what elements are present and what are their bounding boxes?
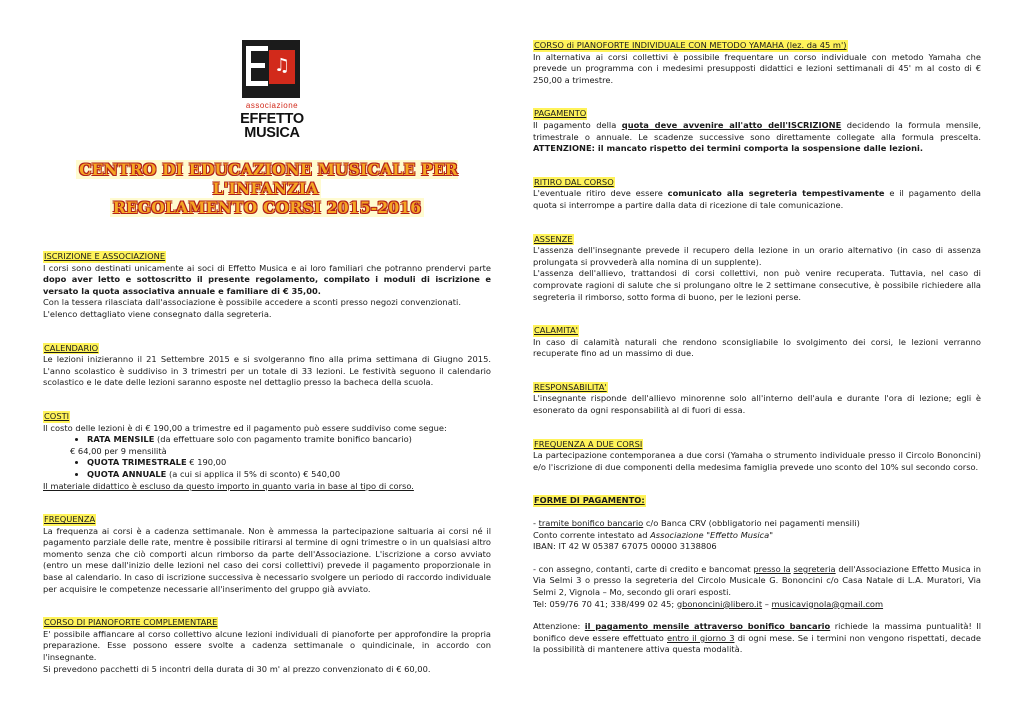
logo-mark <box>242 40 300 98</box>
logo-subtitle: associazione <box>245 101 299 110</box>
section-text: La frequenza ai corsi è a cadenza settimanale. Non è ammessa la partecipazione saltuaria ai corsi né il pagamento parziale delle rate, mentre è possibile ritirarsi al termine di ogni trimestre o in un qualsiasi altro momento senza che ciò comporti alcun rimborso da parte dell'Associazione. L'iscrizione a corso avviato (entro un mese dall'inizio delle lezioni nel caso dei corsi collettivi) prevede il pagamento proporzionale in base al calendario. In caso di iscrizione successiva è necessario svolgere un periodo di raccordo individuale per acquisire le competenze necessarie all'inserimento del gruppo già avviato. <box>43 525 491 594</box>
payment-options-list <box>43 434 491 446</box>
section-heading: FREQUENZA A DUE CORSI <box>534 438 643 449</box>
logo-line1: EFFETTO <box>240 110 304 127</box>
document-title <box>43 160 491 217</box>
section-ritiro <box>533 177 981 212</box>
payment-options-list <box>43 457 491 480</box>
section-costi <box>43 411 491 492</box>
list-item: • QUOTA ANNUALE (a cui si applica il 5% di sconto) € 540,00 <box>87 469 491 481</box>
section-heading: ASSENZE <box>534 233 573 244</box>
section-calamita <box>533 325 981 360</box>
section-text: E' possibile affiancare al corso collettivo alcune lezioni individuali di pianoforte per approfondire la propria preparazione. Esse possono essere svolte a cadenza settimanale o quindicinale, in accordo con l'insegnante. <box>43 628 491 663</box>
title-line2: REGOLAMENTO CORSI 2015-2016 <box>110 198 425 217</box>
section-individuale <box>533 40 981 86</box>
section-text: Il costo delle lezioni è di € 190,00 a trimestre ed il pagamento può essere suddiviso come segue: <box>43 422 447 433</box>
email-link-bononcini[interactable]: gbononcini@libero.it <box>676 598 763 609</box>
section-text: Le lezioni inizieranno il 21 Settembre 2015 e si svolgeranno fino alla prima settimana di Giugno 2015. L'anno scolastico è suddiviso in 3 trimestri per un totale di 33 lezioni. Le festività seguono il calendario scolastico e le date delle lezioni saranno esposte nel dettaglio presso la bacheca della scuola. <box>43 354 491 388</box>
left-column <box>43 40 491 675</box>
section-text: - tramite bonifico bancario c/o Banca CRV (obbligatorio nei pagamenti mensili) <box>533 518 860 529</box>
section-responsabilita <box>533 382 981 417</box>
section-heading: FORME DI PAGAMENTO: <box>534 495 645 506</box>
logo-line2: MUSICA <box>244 124 300 141</box>
section-text: Conto corrente intestato ad Associazione "Effetto Musica" <box>533 529 774 540</box>
section-text: Attenzione: il pagamento mensile attraverso bonifico bancario richiede la massima puntualità! Il bonifico deve essere effettuato entro il giorno 3 di ogni mese. Se i termini non vengono rispettati, decade la possibilità di mantenere attiva questa modalità. <box>533 621 981 655</box>
section-text: € 64,00 per 9 mensilità <box>70 445 167 456</box>
section-forme-pagamento <box>533 495 981 656</box>
section-heading: RESPONSABILITA' <box>534 381 607 392</box>
section-heading: RITIRO DAL CORSO <box>534 176 614 187</box>
section-text: Si prevedono pacchetti di 5 incontri della durata di 30 m' al prezzo convenzionato di € 60,00. <box>43 663 431 674</box>
title-line1: CENTRO DI EDUCAZIONE MUSICALE PER L'INFANZIA <box>76 160 458 198</box>
section-pagamento <box>533 108 981 154</box>
list-item: • QUOTA TRIMESTRALE € 190,00 <box>87 457 491 469</box>
section-text: Tel: 059/76 70 41; 338/499 02 45; gbononcini@libero.it – musicavignola@gmail.com <box>533 598 884 609</box>
right-column <box>533 40 981 656</box>
section-text: L'assenza dell'insegnante prevede il recupero della lezione in un orario alternativo (in caso di assenza prolungata si provvederà alla nomina di un supplente). <box>533 245 981 267</box>
section-complementare <box>43 617 491 675</box>
section-text: L'assenza dell'allievo, trattandosi di corsi collettivi, non può venire recuperata. Tuttavia, nel caso di comprovate ragioni di salute che si prolungano oltre le 2 settimane consecutive, è possibile richiedere alla segreteria il rimborso, sotto forma di buono, per le lezioni perse. <box>533 268 981 302</box>
section-assenze <box>533 234 981 304</box>
section-heading: CORSO di PIANOFORTE INDIVIDUALE CON METODO YAMAHA (lez. da 45 m') <box>534 40 847 50</box>
section-text: L'insegnante risponde dell'allievo minorenne solo all'interno dell'aula e durante l'ora di lezione; egli è esonerato da ogni responsabilità al di fuori di essa. <box>533 393 981 416</box>
email-link-musicavignola[interactable]: musicavignola@gmail.com <box>771 598 884 609</box>
section-text: L'elenco dettagliato viene consegnato dalla segreteria. <box>43 308 272 319</box>
section-text: La partecipazione contemporanea a due corsi (Yamaha o strumento individuale presso il Circolo Bononcini) e/o l'iscrizione di due componenti della medesima famiglia prevede uno sconto del 10% sul secondo corso. <box>533 450 981 472</box>
section-heading: PAGAMENTO <box>534 108 587 119</box>
section-text: - con assegno, contanti, carte di credito e bancomat presso la segreteria dell'Associazione Effetto Musica in Via Selmi 3 o presso la segreteria del Circolo Musicale G. Bononcini c/o Casa Natale di L.A. Muratori, Via Selmi 2, Vignola – Mo, secondo gli orari esposti. <box>533 563 981 597</box>
section-heading: CALENDARIO <box>44 342 99 353</box>
section-text: I corsi sono destinati unicamente ai soci di Effetto Musica e ai loro familiari che potranno prendervi parte dopo aver letto e sottoscritto il presente regolamento, compilato i moduli di iscrizione e versato la quota associativa annuale e familiare di € 35,00. <box>43 262 491 296</box>
section-heading: CORSO DI PIANOFORTE COMPLEMENTARE <box>44 617 218 628</box>
section-heading: CALAMITA' <box>534 325 578 336</box>
section-text: L'eventuale ritiro deve essere comunicato alla segreteria tempestivamente e il pagamento della quota si interrompe a partire dalla data di ricezione di tale comunicazione. <box>533 188 981 210</box>
list-item: • RATA MENSILE (da effettuare solo con pagamento tramite bonifico bancario) <box>87 434 491 446</box>
section-heading: COSTI <box>44 410 70 421</box>
section-text: Il materiale didattico è escluso da questo importo in quanto varia in base al tipo di corso. <box>43 480 414 491</box>
music-note-icon: ♫ <box>274 55 291 76</box>
section-heading: ISCRIZIONE E ASSOCIAZIONE <box>44 251 166 261</box>
section-text: IBAN: IT 42 W 05387 67075 00000 3138806 <box>533 541 717 552</box>
section-text: In alternativa ai corsi collettivi è possibile frequentare un corso individuale con metodo Yamaha che prevede un programma con i medesimi presupposti didattici e lezioni settimanali di 45' m al costo di € 250,00 a trimestre. <box>533 51 981 85</box>
section-calendario <box>43 343 491 389</box>
section-text: Il pagamento della quota deve avvenire all'atto dell'ISCRIZIONE decidendo la formula mensile, trimestrale o annuale. Le scadenze successive sono direttamente collegate alla formula prescelta. ATTENZIONE: il mancato rispetto dei termini comporta la sospensione dalle lezioni. <box>533 119 981 154</box>
section-text: Con la tessera rilasciata dall'associazione è possibile accedere a sconti presso negozi convenzionati. <box>43 297 461 308</box>
effetto-musica-logo <box>236 40 308 152</box>
section-iscrizione <box>43 251 491 321</box>
section-due-corsi <box>533 439 981 474</box>
section-heading: FREQUENZA <box>44 514 96 525</box>
section-frequenza <box>43 514 491 595</box>
section-text: In caso di calamità naturali che rendono sconsigliabile lo svolgimento dei corsi, le lezioni verranno recuperate fino ad un massimo di due. <box>533 336 981 359</box>
